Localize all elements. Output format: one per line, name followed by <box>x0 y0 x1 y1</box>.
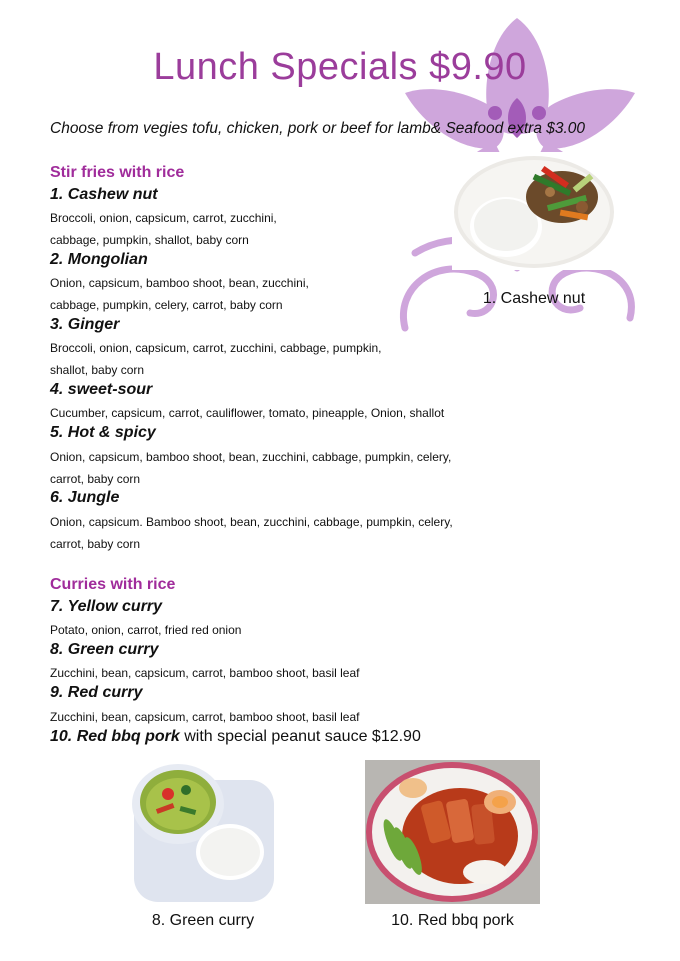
menu-item-name: 10. Red bbq pork <box>50 728 180 745</box>
menu-item-desc: Zucchini, bean, capsicum, carrot, bamboo shoot, basil leaf <box>50 666 360 680</box>
menu-item-desc: Cucumber, capsicum, carrot, cauliflower, tomato, pineapple, Onion, shallot <box>50 406 445 420</box>
menu-item-name: 1. Cashew nut <box>50 186 158 203</box>
menu-item-name: 3. Ginger <box>50 316 120 333</box>
photo-caption: 10. Red bbq pork <box>391 912 514 929</box>
menu-item-desc: Broccoli, onion, capsicum, carrot, zucchini, cabbage, pumpkin, <box>50 341 382 355</box>
intro-text: Choose from vegies tofu, chicken, pork or beef for lamb& Seafood extra $3.00 <box>50 120 586 137</box>
menu-item-desc: carrot, baby corn <box>50 537 141 551</box>
menu-item-name: 7. Yellow curry <box>50 598 163 615</box>
menu-item-desc: cabbage, pumpkin, shallot, baby corn <box>50 233 249 247</box>
menu-item-desc: shallot, baby corn <box>50 363 145 377</box>
section-heading-curries: Curries with rice <box>50 576 176 593</box>
menu-item-name: 4. sweet-sour <box>50 381 153 398</box>
menu-item-desc: Zucchini, bean, capsicum, carrot, bamboo shoot, basil leaf <box>50 710 360 724</box>
menu-item-desc: Onion, capsicum, bamboo shoot, bean, zucchini, <box>50 276 309 290</box>
menu-item-desc: Potato, onion, carrot, fried red onion <box>50 623 242 637</box>
menu-item-desc: Onion, capsicum. Bamboo shoot, bean, zucchini, cabbage, pumpkin, celery, <box>50 515 453 529</box>
menu-item-desc: Broccoli, onion, capsicum, carrot, zucchini, <box>50 211 277 225</box>
red-bbq-pork-photo <box>365 760 540 904</box>
menu-item-desc: carrot, baby corn <box>50 472 141 486</box>
menu-item-special <box>50 728 421 746</box>
cashew-nut-photo <box>452 152 616 270</box>
page-title: Lunch Specials $9.90 <box>153 46 527 88</box>
green-curry-photo <box>128 760 278 906</box>
menu-item-name: 8. Green curry <box>50 641 159 658</box>
photo-caption: 1. Cashew nut <box>482 290 586 307</box>
menu-item-name: 9. Red curry <box>50 684 143 701</box>
menu-item-desc: Onion, capsicum, bamboo shoot, bean, zucchini, cabbage, pumpkin, celery, <box>50 450 452 464</box>
menu-item-price-note: with special peanut sauce $12.90 <box>179 728 421 745</box>
section-heading-stir-fries: Stir fries with rice <box>50 164 185 181</box>
menu-item-name: 6. Jungle <box>50 489 120 506</box>
menu-item-name: 2. Mongolian <box>50 251 148 268</box>
photo-caption: 8. Green curry <box>151 912 255 929</box>
menu-item-name: 5. Hot & spicy <box>50 424 156 441</box>
menu-item-desc: cabbage, pumpkin, celery, carrot, baby corn <box>50 298 283 312</box>
